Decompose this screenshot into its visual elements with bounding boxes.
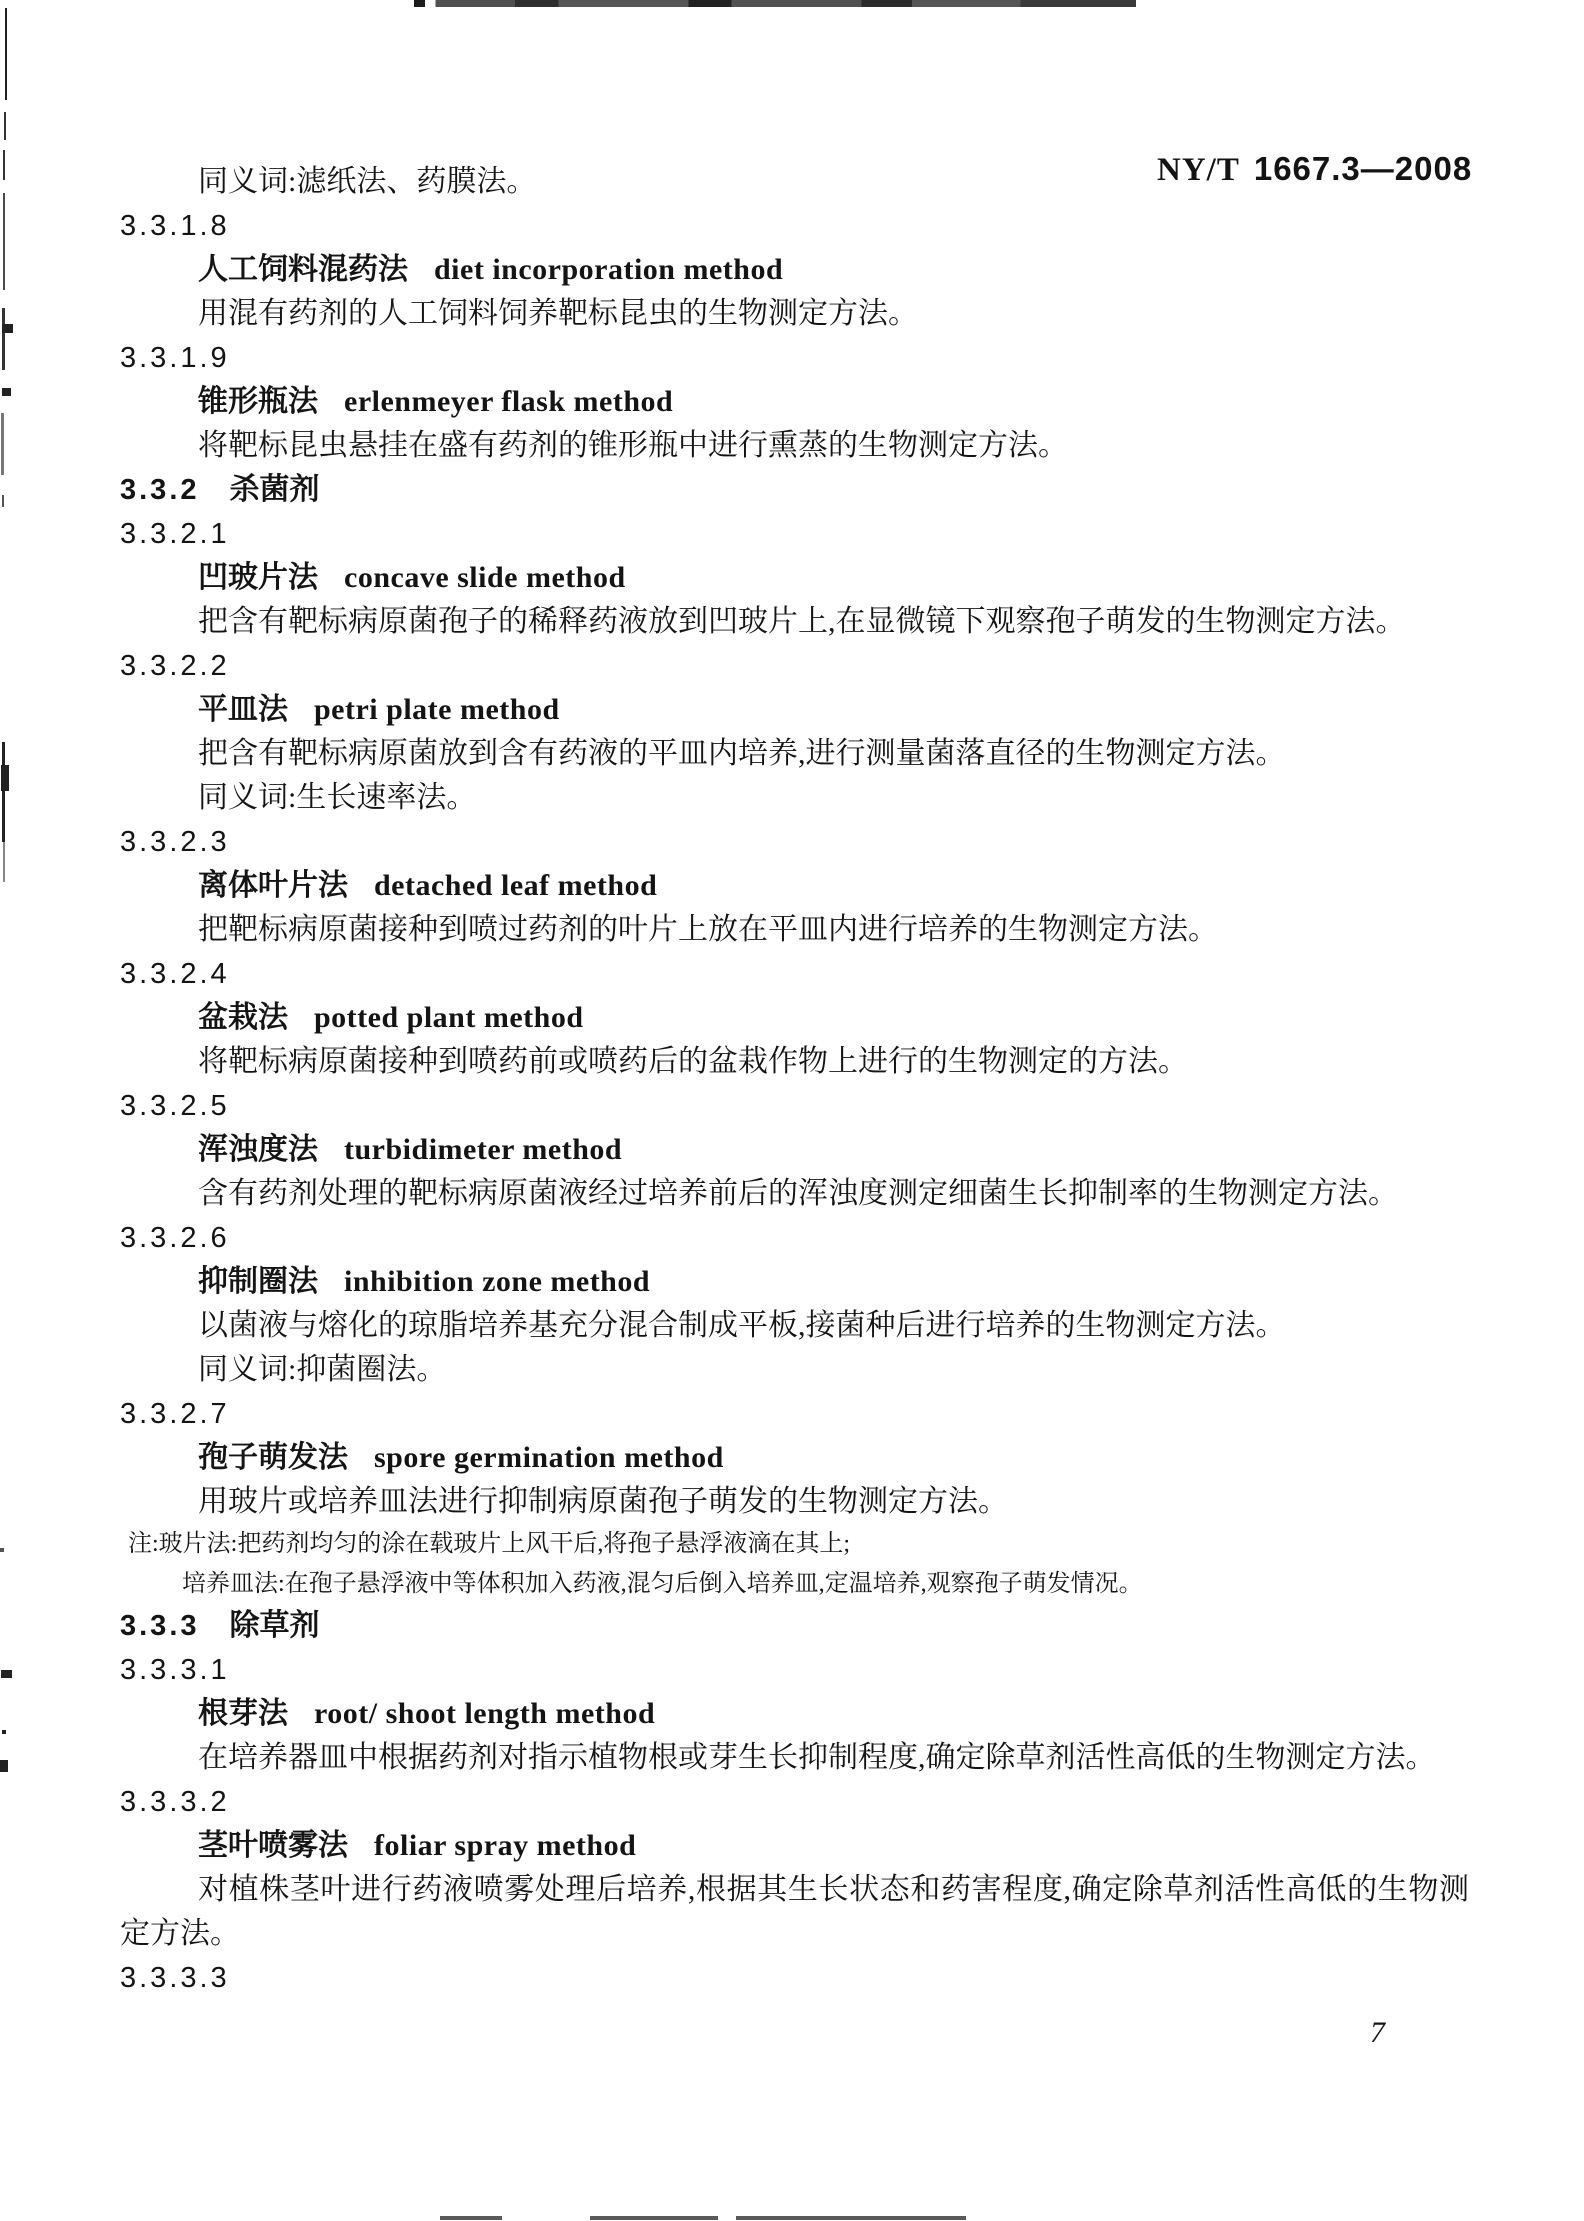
- scan-artifact: [2, 1730, 6, 1734]
- heading-title: 除草剂: [229, 1609, 320, 1642]
- term-line: [120, 864, 1469, 908]
- definition-paragraph: 对植株茎叶进行药液喷雾处理后培养,根据其生长状态和药害程度,确定除草剂活性高低的生物测定方法。: [120, 1873, 1469, 1950]
- clause-number: 3.3.1.8: [120, 210, 230, 242]
- scan-artifact: [0, 1760, 8, 1772]
- term-chinese: 锥形瓶法: [198, 385, 318, 418]
- scan-artifact: [0, 1548, 4, 1552]
- note-line: 注:玻片法:把药剂均匀的涂在载玻片上风干后,将孢子悬浮液滴在其上;: [128, 1531, 851, 1557]
- clause-list: [120, 160, 1469, 2000]
- term-chinese: 平皿法: [198, 693, 288, 726]
- term-english: turbidimeter method: [344, 1133, 623, 1166]
- heading-number: 3.3.3: [120, 1610, 200, 1642]
- scan-artifact: [2, 742, 5, 842]
- term-line: [120, 380, 1469, 424]
- term-english: diet incorporation method: [434, 253, 784, 286]
- definition-paragraph: 将靶标病原菌接种到喷药前或喷药后的盆栽作物上进行的生物测定的方法。: [198, 1045, 1188, 1078]
- clause-number: 3.3.2.3: [120, 826, 230, 858]
- term-line: [120, 1692, 1469, 1736]
- standard-prefix: NY/T: [1157, 152, 1240, 188]
- term-line: [120, 1436, 1469, 1480]
- term-english: inhibition zone method: [344, 1265, 651, 1298]
- term-english: petri plate method: [314, 693, 560, 726]
- clause-number: 3.3.2.4: [120, 958, 230, 990]
- section-heading: [120, 468, 1469, 512]
- synonym-line: 同义词:生长速率法。: [198, 781, 477, 814]
- definition-paragraph: 用混有药剂的人工饲料饲养靶标昆虫的生物测定方法。: [198, 297, 918, 330]
- scan-artifact: [3, 842, 5, 882]
- heading-title: 杀菌剂: [229, 473, 320, 506]
- clause-number: 3.3.3.1: [120, 1654, 230, 1686]
- scan-artifact: [1, 1670, 12, 1678]
- term-chinese: 盆栽法: [198, 1001, 288, 1034]
- synonym-line: 同义词:滤纸法、药膜法。: [198, 165, 537, 198]
- term-line: [120, 1824, 1469, 1868]
- scan-artifact-top-bar: [414, 0, 1136, 7]
- term-line: [120, 556, 1469, 600]
- term-english: spore germination method: [374, 1441, 724, 1474]
- term-line: [120, 688, 1469, 732]
- standard-code: 1667.3—2008: [1253, 150, 1473, 187]
- term-line: [120, 248, 1469, 292]
- term-chinese: 孢子萌发法: [198, 1441, 348, 1474]
- scan-artifact: [3, 150, 5, 180]
- scan-artifact: [5, 8, 7, 100]
- definition-paragraph: 用玻片或培养皿法进行抑制病原菌孢子萌发的生物测定方法。: [198, 1485, 1008, 1518]
- scan-artifact-bottom: [440, 2216, 502, 2220]
- heading-number: 3.3.2: [120, 474, 200, 506]
- page-number: 7: [1370, 2016, 1385, 2049]
- clause-number: 3.3.2.1: [120, 518, 230, 550]
- scan-artifact: [2, 388, 11, 396]
- clause-number: 3.3.2.6: [120, 1222, 230, 1254]
- term-line: [120, 1260, 1469, 1304]
- definition-paragraph: 以菌液与熔化的琼脂培养基充分混合制成平板,接菌种后进行培养的生物测定方法。: [198, 1309, 1286, 1342]
- definition-paragraph: 将靶标昆虫悬挂在盛有药剂的锥形瓶中进行熏蒸的生物测定方法。: [198, 429, 1068, 462]
- term-line: [120, 996, 1469, 1040]
- term-chinese: 茎叶喷雾法: [198, 1829, 348, 1862]
- scan-artifact-bottom: [590, 2216, 718, 2220]
- term-chinese: 凹玻片法: [198, 561, 318, 594]
- term-chinese: 根芽法: [198, 1697, 288, 1730]
- clause-number: 3.3.2.7: [120, 1398, 230, 1430]
- term-line: [120, 1128, 1469, 1172]
- term-english: detached leaf method: [374, 869, 658, 902]
- term-english: root/ shoot length method: [314, 1697, 656, 1730]
- section-heading: [120, 1604, 1469, 1648]
- clause-number: 3.3.2.5: [120, 1090, 230, 1122]
- scan-artifact: [1, 413, 4, 475]
- clause-number: 3.3.3.2: [120, 1786, 230, 1818]
- scan-artifact: [2, 495, 4, 507]
- definition-paragraph: 把含有靶标病原菌放到含有药液的平皿内培养,进行测量菌落直径的生物测定方法。: [198, 737, 1286, 770]
- scan-artifact: [1, 765, 9, 791]
- definition-paragraph: 含有药剂处理的靶标病原菌液经过培养前后的浑浊度测定细菌生长抑制率的生物测定方法。: [198, 1177, 1398, 1210]
- term-english: concave slide method: [344, 561, 626, 594]
- scan-artifact: [3, 193, 5, 290]
- clause-number: 3.3.2.2: [120, 650, 230, 682]
- term-chinese: 抑制圈法: [198, 1265, 318, 1298]
- synonym-line: 同义词:抑菌圈法。: [198, 1353, 447, 1386]
- scan-artifact: [4, 112, 6, 140]
- clause-number: 3.3.3.3: [120, 1962, 230, 1994]
- definition-paragraph: 把含有靶标病原菌孢子的稀释药液放到凹玻片上,在显微镜下观察孢子萌发的生物测定方法。: [198, 605, 1406, 638]
- term-chinese: 离体叶片法: [198, 869, 348, 902]
- term-english: potted plant method: [314, 1001, 584, 1034]
- clause-number: 3.3.1.9: [120, 342, 230, 374]
- term-chinese: 人工饲料混药法: [198, 253, 408, 286]
- term-chinese: 浑浊度法: [198, 1133, 318, 1166]
- definition-paragraph: 把靶标病原菌接种到喷过药剂的叶片上放在平皿内进行培养的生物测定方法。: [198, 913, 1218, 946]
- term-english: erlenmeyer flask method: [344, 385, 674, 418]
- scan-artifact-bottom: [736, 2216, 966, 2220]
- scan-artifact: [2, 324, 13, 333]
- scan-artifact: [2, 308, 5, 370]
- note-line: 培养皿法:在孢子悬浮液中等体积加入药液,混匀后倒入培养皿,定温培养,观察孢子萌发情况。: [182, 1571, 1143, 1597]
- definition-paragraph: 在培养器皿中根据药剂对指示植物根或芽生长抑制程度,确定除草剂活性高低的生物测定方法。: [198, 1741, 1436, 1774]
- term-english: foliar spray method: [374, 1829, 637, 1862]
